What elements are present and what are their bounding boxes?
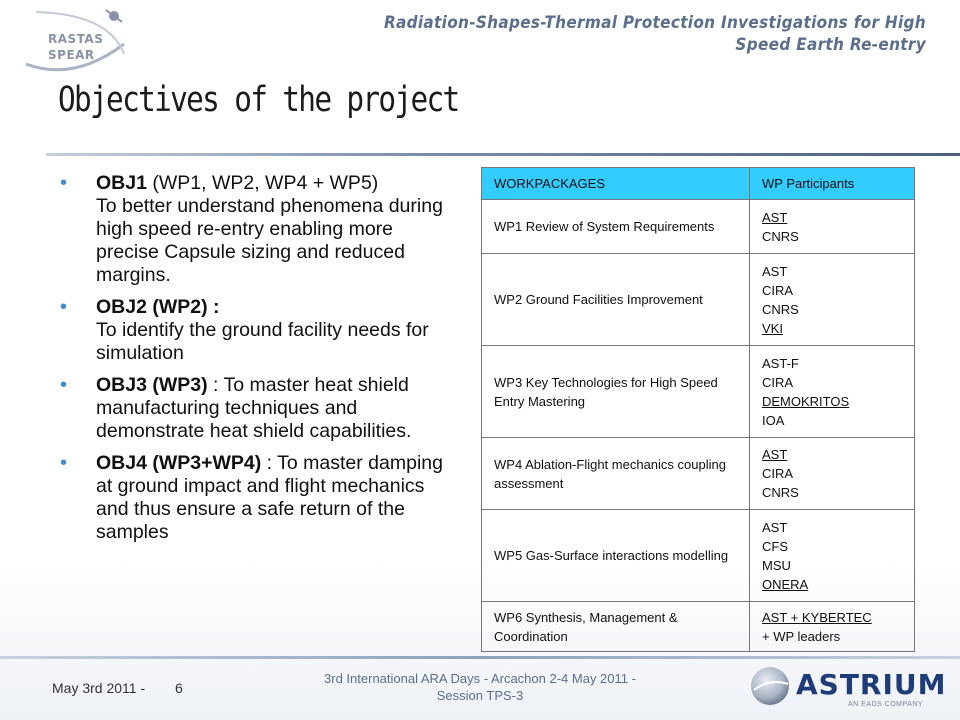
participant: CIRA bbox=[762, 374, 794, 390]
participants-cell bbox=[750, 200, 915, 254]
column-header-workpackages: WORKPACKAGES bbox=[482, 168, 750, 200]
participant: + WP leaders bbox=[762, 628, 841, 644]
objective-text: To master damping at ground impact and flight mechanics and thus ensure a safe return of the samples bbox=[96, 452, 443, 543]
participant: CFS bbox=[762, 538, 788, 554]
footer-date: May 3rd 2011 - bbox=[52, 680, 146, 696]
table-row bbox=[482, 254, 915, 346]
objectives-list bbox=[60, 172, 460, 553]
participant: CNRS bbox=[762, 485, 799, 500]
objective-id: OBJ3 (WP3) bbox=[96, 374, 208, 396]
table-row bbox=[482, 602, 915, 652]
objective-id: OBJ2 bbox=[96, 296, 147, 318]
footer-divider bbox=[0, 656, 960, 659]
project-subtitle bbox=[366, 12, 926, 56]
logo-line-2: SPEAR bbox=[48, 48, 95, 62]
participant: IOA bbox=[762, 412, 785, 428]
table-row bbox=[482, 510, 915, 602]
wp-cell: WP6 Synthesis, Management & Coordination bbox=[482, 602, 750, 652]
footer-event bbox=[290, 670, 670, 704]
astrium-globe-icon bbox=[748, 664, 792, 708]
participant: VKI bbox=[762, 320, 783, 336]
participant: MSU bbox=[762, 557, 791, 573]
objective-item bbox=[60, 374, 460, 443]
wp-cell: WP2 Ground Facilities Improvement bbox=[482, 254, 750, 346]
participants-cell bbox=[750, 438, 915, 510]
participants-cell bbox=[750, 602, 915, 652]
logo-line-1: RASTAS bbox=[48, 32, 104, 46]
project-subtitle-line-1: Radiation-Shapes-Thermal Protection Investigations for High bbox=[383, 13, 926, 33]
participant: CNRS bbox=[762, 228, 799, 244]
wp-cell: WP3 Key Technologies for High Speed Entry Mastering bbox=[482, 346, 750, 438]
participant: AST + KYBERTEC bbox=[762, 609, 872, 625]
brand-name: ASTRIUM bbox=[796, 668, 947, 701]
table-row bbox=[482, 438, 915, 510]
objective-wps: : bbox=[207, 374, 224, 396]
objective-id: OBJ4 (WP3+WP4) bbox=[96, 452, 262, 474]
participant: AST bbox=[762, 447, 788, 462]
participant: ONERA bbox=[762, 576, 809, 592]
participant: AST-F bbox=[762, 355, 799, 371]
project-subtitle-line-2: Speed Earth Re-entry bbox=[735, 35, 926, 55]
wp-cell: WP4 Ablation-Flight mechanics coupling assessment bbox=[482, 438, 750, 510]
astrium-logo bbox=[748, 664, 948, 712]
workpackages-table bbox=[481, 167, 915, 652]
participant: DEMOKRITOS bbox=[762, 393, 850, 409]
participant: CIRA bbox=[762, 466, 794, 481]
participants-cell bbox=[750, 346, 915, 438]
objective-text: To identify the ground facility needs for simulation bbox=[96, 319, 429, 364]
participant: AST bbox=[762, 263, 788, 279]
table-row bbox=[482, 200, 915, 254]
slide-title: Objectives of the project bbox=[58, 80, 459, 120]
column-header-participants: WP Participants bbox=[750, 168, 915, 200]
objective-id: OBJ1 bbox=[96, 172, 147, 194]
objective-item bbox=[60, 452, 460, 544]
objective-item bbox=[60, 172, 460, 287]
footer-event-line-2: Session TPS-3 bbox=[436, 688, 524, 703]
participants-cell bbox=[750, 254, 915, 346]
participant: CNRS bbox=[762, 301, 799, 317]
brand-tagline: AN EADS COMPANY bbox=[848, 701, 924, 708]
objective-wps: (WP1, WP2, WP4 + WP5) bbox=[152, 172, 379, 194]
participants-cell bbox=[750, 510, 915, 602]
participant: AST bbox=[762, 209, 788, 225]
title-divider bbox=[46, 153, 960, 156]
objective-wps: (WP2) : bbox=[152, 296, 220, 318]
wp-cell: WP1 Review of System Requirements bbox=[482, 200, 750, 254]
table-row bbox=[482, 346, 915, 438]
objective-wps: : bbox=[261, 452, 278, 474]
rastas-spear-logo bbox=[14, 4, 164, 76]
wp-cell: WP5 Gas-Surface interactions modelling bbox=[482, 510, 750, 602]
objective-text: To master heat shield manufacturing techniques and demonstrate heat shield capabilities. bbox=[96, 374, 412, 442]
objective-item bbox=[60, 296, 460, 365]
participant: AST bbox=[762, 519, 788, 535]
table-header-row bbox=[482, 168, 915, 200]
page-number: 6 bbox=[175, 680, 183, 696]
participant: CIRA bbox=[762, 282, 794, 298]
objective-text: To better understand phenomena during high speed re-entry enabling more precise Capsule sizing and reduced margins. bbox=[96, 195, 443, 286]
footer-event-line-1: 3rd International ARA Days - Arcachon 2-4 May 2011 - bbox=[324, 671, 636, 686]
